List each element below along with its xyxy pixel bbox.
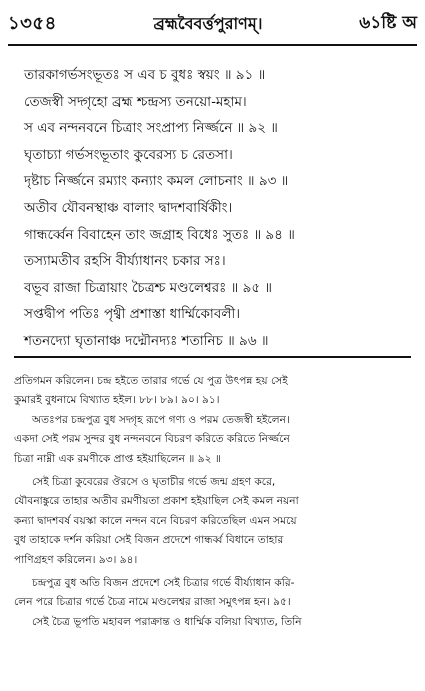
page-header — [8, 4, 417, 46]
translation-line: সেই চিত্রা কুবেরের ঔরসে ও ঘৃতাচীর গর্ভে জন্ম গ্রহণ করে, — [32, 476, 276, 489]
verse-line: শতনদ্যো ঘৃতানাঞ্চ দদ্মৌনদ্যঃ শতানিচ ॥ ৯৬ ॥ — [24, 332, 269, 349]
page-number: ১৩৫৪ — [8, 12, 57, 34]
verse-line: তেজস্বী সদ্গৃহো ব্রহ্ম শ্চন্দ্রস্য তনয়ো-মহাম। — [24, 93, 247, 110]
verse-line: গান্ধর্ব্বেন বিবাহেন তাং জগ্রাহ বিধেঃ সুতঃ ॥ ৯৪ ॥ — [24, 226, 295, 243]
running-title: ব্রহ্মবৈবর্ত্তপুরাণম্। — [153, 13, 263, 33]
section-divider — [14, 356, 411, 358]
bengali-translation — [14, 372, 419, 632]
translation-line: বুধ তাহাকে দর্শন করিয়া সেই বিজন প্রদেশে গান্ধর্ব্ব বিধানে তাহার — [14, 534, 284, 547]
translation-line: অতঃপর চন্দ্রপুত্র বুধ সদ্গৃহ রূপে গণ্য ও পরম তেজস্বী হইলেন। — [32, 413, 290, 426]
translation-line: সেই চৈত্র ভূপতি মহাবল পরাক্রান্ত ও ধার্ম্মিক বলিয়া বিখ্যাত, তিনি — [32, 615, 302, 628]
translation-line: পাণিগ্রহণ করিলেন। ৯৩। ৯৪। — [14, 553, 138, 566]
translation-line: কন্যা দ্বাদশবর্ষ বয়স্কা কালে নন্দন বনে বিচরণ করিতেছিল এমন সময়ে — [14, 514, 297, 527]
verse-line: বভূব রাজা চিত্রায়াং চৈত্রশ্চ মণ্ডলেশ্বরঃ ॥ ৯৫ ॥ — [24, 279, 273, 296]
sanskrit-verses — [24, 62, 415, 355]
translation-line: যৌবনাঙ্কুরে তাহার অতীব রমণীয়তা প্রকাশ হইয়াছিল সেই কমল নয়না — [14, 495, 299, 508]
translation-line: প্রতিগমন করিলেন। চন্দ্র হইতে তারার গর্ভে যে পুত্র উৎপন্ন হয় সেই — [14, 375, 288, 387]
verse-line: তস্যামতীব রহসি বীর্য্যাধানং চকার সঃ। — [24, 253, 226, 270]
folio-mark: ৬১ষ্টি অ — [359, 13, 417, 33]
translation-line: লেন পরে চিত্রার গর্ভে চৈত্র নামে মণ্ডলেশ্বর রাজা সমুৎপন্ন হন। ৯৫। — [14, 596, 291, 609]
translation-line: চিত্রা নাম্নী এক রমণীকে প্রাপ্ত হইয়াছিলেন ॥ ৯২ ॥ — [14, 452, 221, 465]
verse-line: সপ্তদ্বীপ পতিঃ পৃথ্বী প্রশাস্তা ধার্ম্মিকোবলী। — [24, 306, 241, 323]
verse-line: স এব নন্দনবনে চিত্রাং সংপ্রাপ্য নির্জ্জনে ॥ ৯২ ॥ — [24, 120, 278, 137]
verse-line: দৃষ্টাচ নির্জ্জনে রম্যাং কন্যাং কমল লোচনাং ॥ ৯৩ ॥ — [24, 173, 289, 190]
verse-line: তারকাগর্ভসংভূতঃ স এব চ বুধঃ স্বয়ং ॥ ৯১ ॥ — [24, 67, 266, 83]
verse-line: ঘৃতাচ্যা গর্ভসংভূতাং কুবেরস্য চ রেতসা। — [24, 146, 233, 163]
verse-line: অতীব যৌবনস্থাঞ্চ বালাং দ্বাদশবার্ষিকীং। — [24, 199, 233, 216]
translation-line: কুমারই বুধনামে বিখ্যাত হইল। ৮৮। ৮৯। ৯০। ৯১। — [14, 394, 220, 407]
translation-line: একদা সেই পরম সুন্দর বুধ নন্দনবনে বিচরণ করিতে করিতে নির্জ্জনে — [14, 433, 290, 446]
translation-line: চন্দ্রপুত্র বুধ অতি বিজন প্রদেশে সেই চিত্রার গর্ভে বীর্য্যাধান করি- — [32, 577, 295, 590]
